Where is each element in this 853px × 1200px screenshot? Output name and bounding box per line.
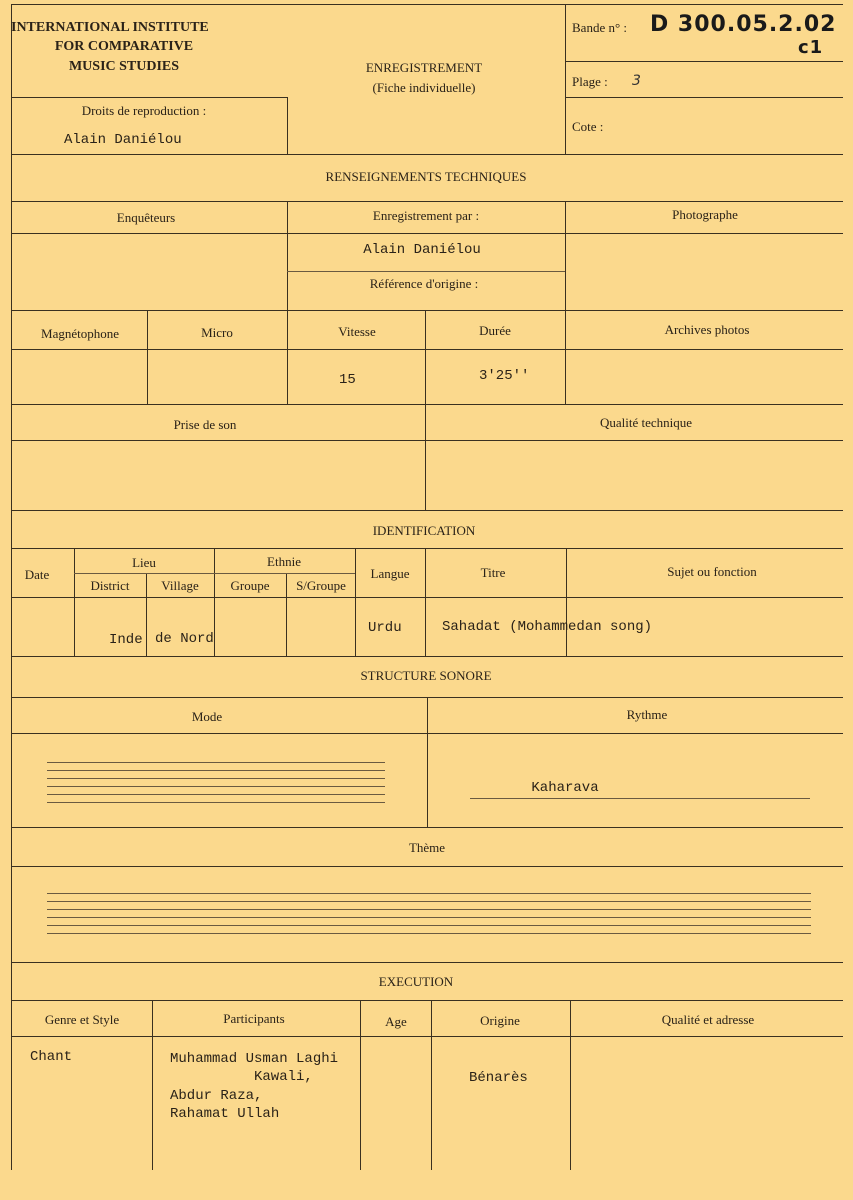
participant-line-2: Kawali, — [254, 1069, 313, 1085]
magnetophone-label: Magnétophone — [41, 326, 119, 341]
rights-top-line — [11, 97, 288, 98]
tech-bottom-line — [11, 510, 843, 511]
sujet-label: Sujet ou fonction — [667, 564, 757, 579]
vitesse-label: Vitesse — [338, 324, 376, 339]
tech-title-line — [11, 201, 843, 202]
struct-bottom-line — [11, 827, 843, 828]
titre-value: Sahadat (Mohammedan song) — [442, 619, 653, 635]
struct-divider — [427, 697, 428, 827]
plage-row-line — [565, 97, 843, 98]
district-label: District — [90, 578, 130, 593]
ident-title-line — [11, 548, 843, 549]
enreg-par-value: Alain Daniélou — [363, 242, 481, 258]
exec-col-qualite — [570, 1000, 571, 1170]
bande-sub: c1 — [798, 37, 824, 58]
langue-label: Langue — [370, 566, 410, 581]
enqueteurs-label: Enquêteurs — [116, 210, 176, 225]
theme-label: Thème — [408, 840, 446, 855]
ident-col-groupe — [214, 548, 215, 656]
tech-row2-header-line — [11, 349, 843, 350]
cote-label: Cote : — [572, 119, 604, 134]
tech-col-b — [287, 310, 288, 404]
exec-header-line — [11, 1036, 843, 1037]
tech-header-line — [11, 233, 843, 234]
ident-col-langue — [355, 548, 356, 656]
bande-value: D 300.05.2.02 — [650, 12, 837, 37]
origine-value: Bénarès — [469, 1070, 528, 1086]
enreg-par-label: Enregistrement par : — [372, 208, 480, 223]
groupe-label: Groupe — [230, 578, 270, 593]
header-bottom-line — [11, 154, 843, 155]
duree-value: 3'25'' — [479, 368, 530, 384]
age-label: Age — [385, 1014, 407, 1029]
theme-header-line — [11, 866, 843, 867]
enreg-sub-line — [287, 271, 565, 272]
exec-col-age — [360, 1000, 361, 1170]
mode-line-5 — [47, 794, 385, 795]
struct-header-line — [11, 733, 843, 734]
titre-label: Titre — [480, 565, 506, 580]
theme-line-4 — [47, 917, 811, 918]
plage-label: Plage : — [572, 74, 608, 89]
tech-row3-header-line — [11, 440, 843, 441]
bande-row-line — [565, 61, 843, 62]
ident-section-title: IDENTIFICATION — [372, 523, 476, 538]
institute-line-1: INTERNATIONAL INSTITUTE — [11, 20, 209, 35]
left-border — [11, 4, 12, 1170]
mode-line-2 — [47, 770, 385, 771]
rights-value: Alain Daniélou — [64, 132, 182, 148]
exec-title-line — [11, 1000, 843, 1001]
archives-label: Archives photos — [664, 322, 750, 337]
tech-row2-top — [11, 310, 843, 311]
theme-line-6 — [47, 933, 811, 934]
theme-line-1 — [47, 893, 811, 894]
tech-col-d — [565, 310, 566, 404]
participant-line-4: Rahamat Ullah — [170, 1106, 280, 1122]
qualite-adresse-label: Qualité et adresse — [661, 1012, 755, 1027]
lieu-label: Lieu — [132, 555, 156, 570]
institute-line-3: MUSIC STUDIES — [68, 59, 180, 74]
participant-line-3: Abdur Raza, — [170, 1088, 263, 1104]
rights-label: Droits de reproduction : — [81, 103, 207, 118]
theme-line-3 — [47, 909, 811, 910]
mode-line-3 — [47, 778, 385, 779]
mode-label: Mode — [191, 709, 223, 724]
form-subtitle: (Fiche individuelle) — [372, 80, 476, 95]
tech-section-title: RENSEIGNEMENTS TECHNIQUES — [325, 169, 527, 184]
top-border — [11, 4, 843, 5]
theme-line-2 — [47, 901, 811, 902]
vitesse-value: 15 — [339, 372, 356, 388]
ident-bottom-line — [11, 656, 843, 657]
exec-section-title: EXECUTION — [378, 974, 454, 989]
ident-col-sujet — [566, 548, 567, 656]
ident-col-sgroupe — [286, 573, 287, 656]
genre-value: Chant — [30, 1049, 73, 1065]
lieu-value-village: de Nord — [155, 631, 214, 647]
duree-label: Durée — [479, 323, 511, 338]
mode-line-4 — [47, 786, 385, 787]
genre-label: Genre et Style — [44, 1012, 120, 1027]
mode-line-1 — [47, 762, 385, 763]
ident-col-titre — [425, 548, 426, 656]
struct-section-title: STRUCTURE SONORE — [360, 668, 492, 683]
participants-label: Participants — [223, 1011, 285, 1026]
date-label: Date — [24, 567, 50, 582]
institute-line-2: FOR COMPARATIVE — [54, 39, 194, 54]
exec-col-origine — [431, 1000, 432, 1170]
village-label: Village — [161, 578, 199, 593]
rythme-label: Rythme — [626, 707, 668, 722]
ident-col-village — [146, 573, 147, 656]
rights-divider — [287, 97, 288, 154]
mode-line-6 — [47, 802, 385, 803]
micro-label: Micro — [201, 325, 233, 340]
tech-row3-top — [11, 404, 843, 405]
tech-col2 — [565, 201, 566, 310]
prise-de-son-label: Prise de son — [173, 417, 237, 432]
ident-sub-line — [74, 573, 355, 574]
ethnie-label: Ethnie — [267, 554, 301, 569]
exec-col-participants — [152, 1000, 153, 1170]
qualite-technique-label: Qualité technique — [599, 415, 693, 430]
form-title: ENREGISTREMENT — [365, 60, 483, 75]
reference-label: Référence d'origine : — [369, 276, 479, 291]
ident-header-line — [11, 597, 843, 598]
theme-bottom-line — [11, 962, 843, 963]
participant-line-1: Muhammad Usman Laghi — [170, 1051, 339, 1067]
theme-line-5 — [47, 925, 811, 926]
photographe-label: Photographe — [672, 207, 738, 222]
tech-col-c — [425, 310, 426, 510]
origine-label: Origine — [480, 1013, 520, 1028]
bande-label: Bande n° : — [572, 20, 628, 35]
tech-col-a — [147, 310, 148, 404]
sgroupe-label: S/Groupe — [296, 578, 346, 593]
rythme-line — [470, 798, 810, 799]
lieu-value-district: Inde — [109, 632, 143, 648]
tech-col1 — [287, 201, 288, 310]
plage-value: 3 — [632, 73, 641, 89]
ident-col-date — [74, 548, 75, 656]
header-divider — [565, 4, 566, 154]
rythme-value: Kaharava — [531, 780, 599, 796]
langue-value: Urdu — [368, 620, 402, 636]
